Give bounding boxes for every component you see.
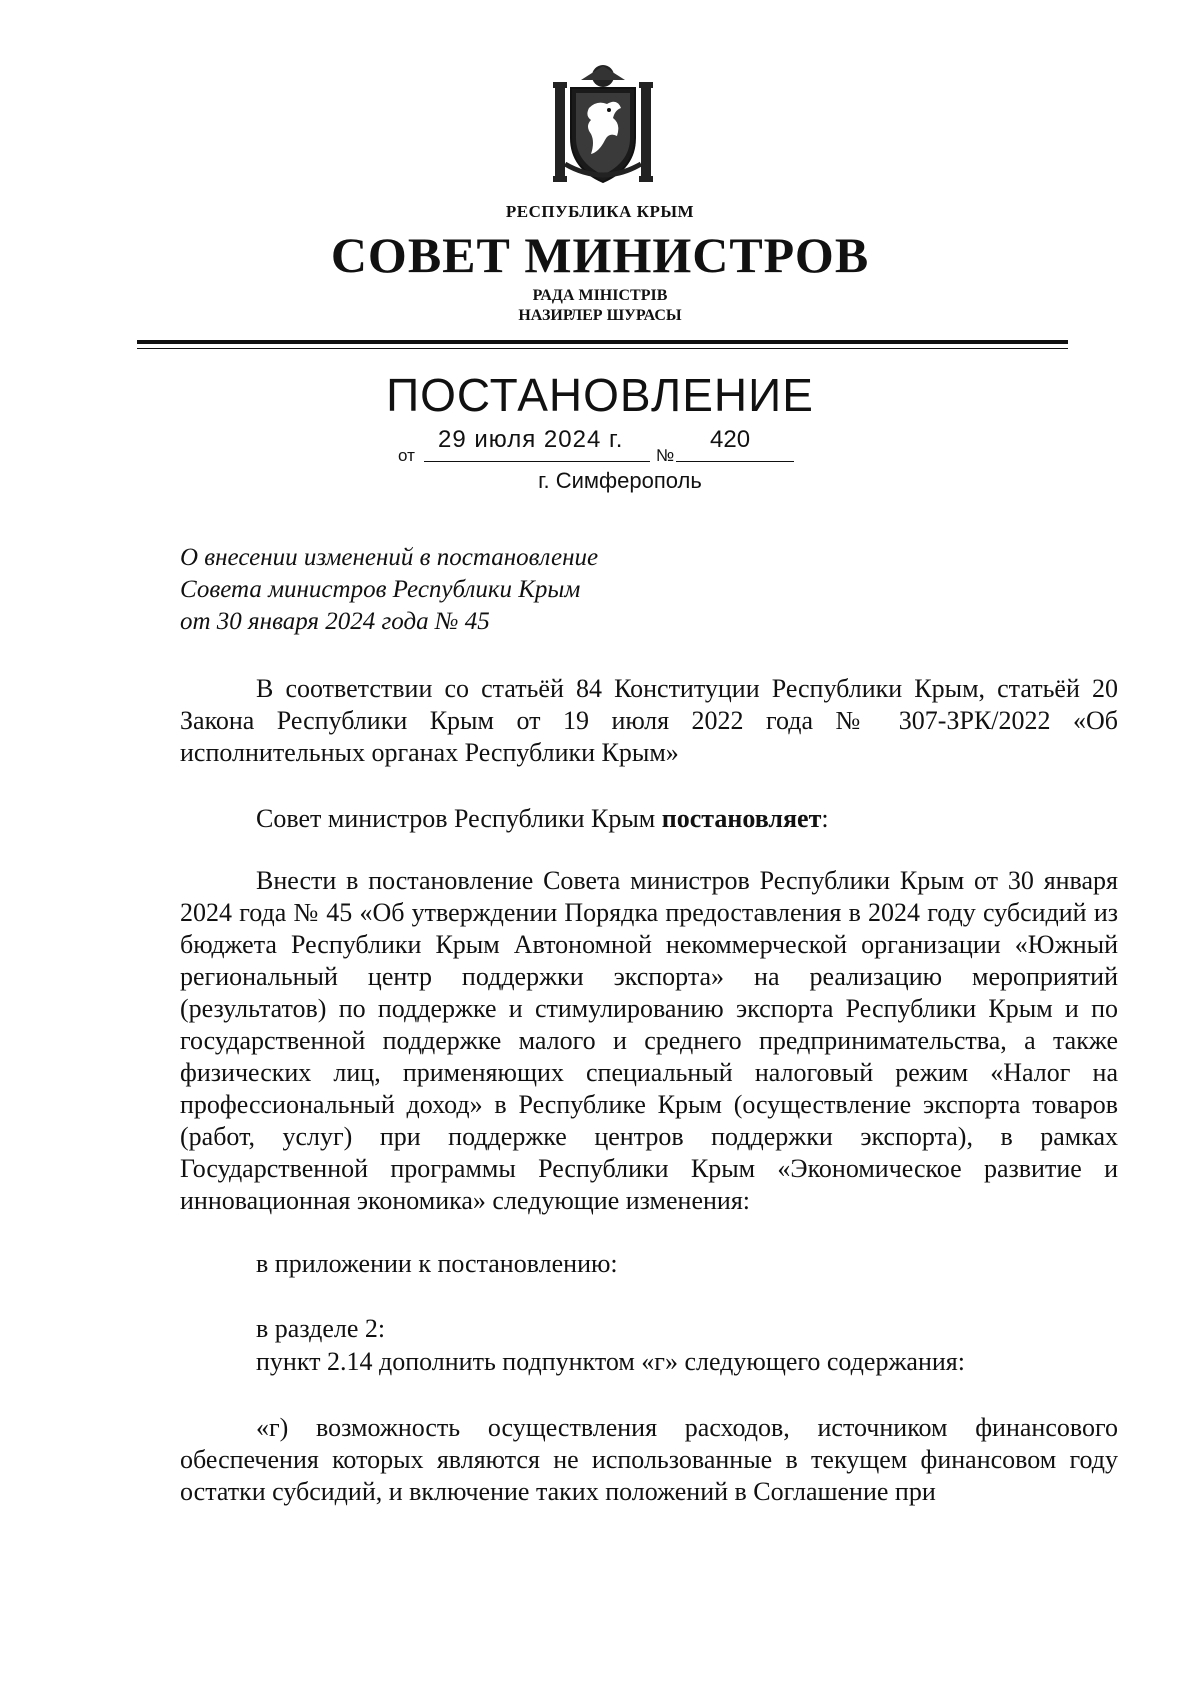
number-prefix: № [656,446,675,465]
header-rule-thin [137,348,1068,349]
decree-number: 420 [710,426,751,453]
date-underline [424,461,650,462]
decree-city: г. Симферополь [538,468,702,493]
resolution-keyword: постановляет [661,804,822,833]
resolution-paragraph [180,803,1118,835]
council-title-ukrainian: РАДА МІНІСТРІВ [532,287,668,304]
resolution-text: Совет министров Республики Крым [256,804,662,833]
clause-line: пункт 2.14 дополнить подпунктом «г» следующего содержания: [256,1347,965,1376]
republic-name: РЕСПУБЛИКА КРЫМ [505,202,695,221]
number-underline [676,461,794,462]
decree-date: 29 июля 2024 г. [438,426,624,453]
header-rule-thick [137,340,1068,344]
appendix-line: в приложении к постановлению: [256,1249,618,1278]
decree-title: ПОСТАНОВЛЕНИЕ [386,369,814,421]
subject-line: от 30 января 2024 года № 45 [180,608,490,635]
amendment-paragraph: Внести в постановление Совета министров Республики Крым от 30 января 2024 года № 45 «Об утверждении Порядка предоставления в 2024 году субсидий из бюджета Республики Крым Автономной некоммерческой организации «Южный региональный центр поддержки экспорта» на реализацию мероприятий (результатов) по поддержке и стимулированию экспорта Республики Крым и по государственной поддержке малого и среднего предпринимательства, а также физических лиц, применяющих специальный налоговый режим «Налог на профессиональный доход» в Республике Крым (осуществление экспорта товаров (работ, услуг) при поддержке центров поддержки экспорта), в рамках Государственной программы Республики Крым «Экономическое развитие и инновационная экономика» следующие изменения: [180,866,1118,1215]
preamble-paragraph: В соответствии со статьёй 84 Конституции Республики Крым, статьёй 20 Закона Республики Крым от 19 июля 2022 года № 307-ЗРК/2022 «Об исполнительных органах Республики Крым» [180,674,1118,767]
subject-line: Совета министров Республики Крым [180,576,581,603]
council-title: СОВЕТ МИНИСТРОВ [330,227,870,283]
resolution-colon: : [821,804,829,833]
decree-date-row [398,420,818,466]
date-prefix: от [398,446,415,465]
subject-line: О внесении изменений в постановление [180,544,599,571]
council-title-crimean-tatar: НАЗИРЛЕР ШУРАСЫ [518,307,682,324]
crimea-coat-of-arms-icon [551,60,655,188]
subclause-paragraph: «г) возможность осуществления расходов, источником финансового обеспечения которых являются не использованные в текущем финансовом году остатки субсидий, и включение таких положений в Соглашение при [180,1413,1118,1506]
decree-subject [180,542,740,638]
section-line: в разделе 2: [256,1314,386,1343]
